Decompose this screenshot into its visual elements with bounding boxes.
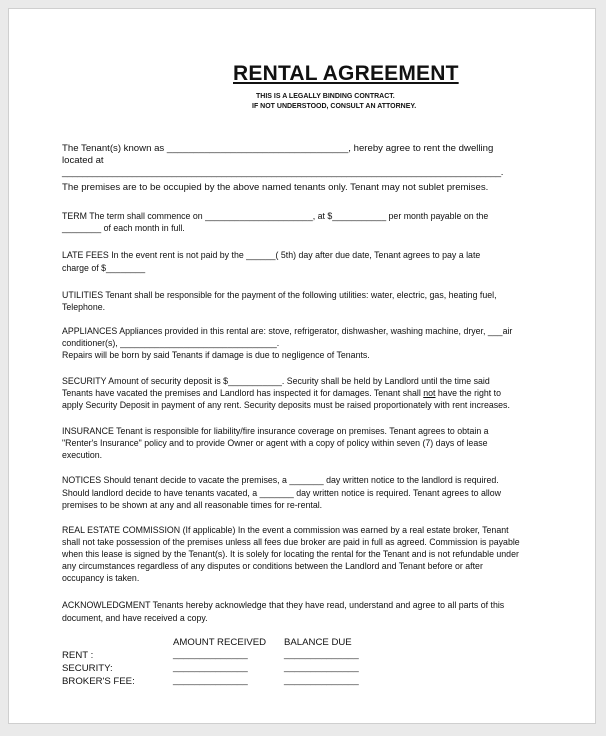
security-line-2a: Tenants have vacated the premises and Landlord has inspected it for damages. Tenant shall	[62, 388, 424, 398]
tenants-line-4: The premises are to be occupied by the above named tenants only. Tenant may not sublet premises.	[62, 182, 489, 193]
notices-line-1: NOTICES Should tenant decide to vacate the premises, a _______ day written notice to the landlord is required.	[62, 475, 499, 485]
security-not-emphasis: not	[423, 388, 436, 398]
subtitle-binding-contract: THIS IS A LEGALLY BINDING CONTRACT.	[256, 93, 395, 100]
document-page	[8, 8, 596, 724]
insurance-line-3: execution.	[62, 450, 103, 460]
commission-line-4: any circumstances regardless of any disputes or conditions between the Landlord and Tenant before or after	[62, 561, 483, 571]
term-line-1: TERM The term shall commence on ______________________, at $___________ per month payable on the	[62, 211, 489, 221]
security-line-2	[62, 387, 501, 399]
commission-line-5: occupancy is taken.	[62, 573, 140, 583]
acknowledgment-line-2: document, and have received a copy.	[62, 613, 208, 623]
utilities-line-2: Telephone.	[62, 302, 106, 312]
security-line-2b: have the right to	[435, 388, 501, 398]
rent-balance-blank[interactable]: ______________	[284, 649, 359, 660]
rent-label: RENT :	[62, 650, 94, 661]
tenants-line-2: located at	[62, 155, 104, 166]
notices-line-2: Should landlord decide to have tenants vacated, a _______ day written notice is required. Tenant agrees to allow	[62, 488, 501, 498]
rent-amount-blank[interactable]: ______________	[173, 649, 248, 660]
document-title: RENTAL AGREEMENT	[233, 62, 459, 85]
security-line-3: apply Security Deposit in payment of any rent. Security deposits must be raised proportionately with rent increases.	[62, 400, 510, 410]
term-line-2: ________ of each month in full.	[62, 223, 185, 233]
brokers-fee-balance-blank[interactable]: ______________	[284, 675, 359, 686]
commission-line-3: when this lease is signed by the Tenant(s). It is solely for locating the rental for the Tenant and is not refundable under	[62, 549, 519, 559]
late-fees-line-2: charge of $________	[62, 263, 146, 273]
commission-line-1: REAL ESTATE COMMISSION (If applicable) In the event a commission was earned by a real estate broker, Tenant	[62, 525, 509, 535]
tenants-line-3: ________________________________________________________________________________________.	[62, 167, 504, 178]
insurance-line-1: INSURANCE Tenant is responsible for liability/fire insurance coverage on premises. Tenant agrees to obtain a	[62, 426, 489, 436]
acknowledgment-line-1: ACKNOWLEDGMENT Tenants hereby acknowledge that they have read, understand and agree to all parts of this	[62, 600, 505, 610]
subtitle-consult-attorney: IF NOT UNDERSTOOD, CONSULT AN ATTORNEY.	[252, 103, 417, 110]
security-label: SECURITY:	[62, 663, 113, 674]
amount-received-header: AMOUNT RECEIVED	[173, 637, 267, 648]
utilities-line-1: UTILITIES Tenant shall be responsible for the payment of the following utilities: water, electric, gas, heating fuel,	[62, 290, 497, 300]
brokers-fee-label: BROKER'S FEE:	[62, 676, 135, 687]
tenants-line-1: The Tenant(s) known as __________________________________, hereby agree to rent the dwelling	[62, 143, 494, 154]
late-fees-line-1: LATE FEES In the event rent is not paid by the ______( 5th) day after due date, Tenant agrees to pay a late	[62, 250, 481, 260]
appliances-line-3: Repairs will be born by said Tenants if damage is due to negligence of Tenants.	[62, 350, 370, 360]
security-line-1: SECURITY Amount of security deposit is $___________. Security shall be held by Landlord until the time said	[62, 376, 490, 386]
brokers-fee-amount-blank[interactable]: ______________	[173, 675, 248, 686]
insurance-line-2: "Renter's Insurance" policy and to provide Owner or agent with a copy of policy within seven (7) days of lease	[62, 438, 488, 448]
security-amount-blank[interactable]: ______________	[173, 662, 248, 673]
commission-line-2: shall not take possession of the premises unless all fees due broker are paid in full as agreed. Commission is payable	[62, 537, 520, 547]
notices-line-3: premises to be shown at any and all reasonable times for re-rental.	[62, 500, 323, 510]
appliances-line-1: APPLIANCES Appliances provided in this rental are: stove, refrigerator, dishwasher, washing machine, dryer, ___air	[62, 326, 513, 336]
balance-due-header: BALANCE DUE	[284, 637, 352, 648]
security-balance-blank[interactable]: ______________	[284, 662, 359, 673]
appliances-line-2: conditioner(s), ________________________________.	[62, 338, 280, 348]
